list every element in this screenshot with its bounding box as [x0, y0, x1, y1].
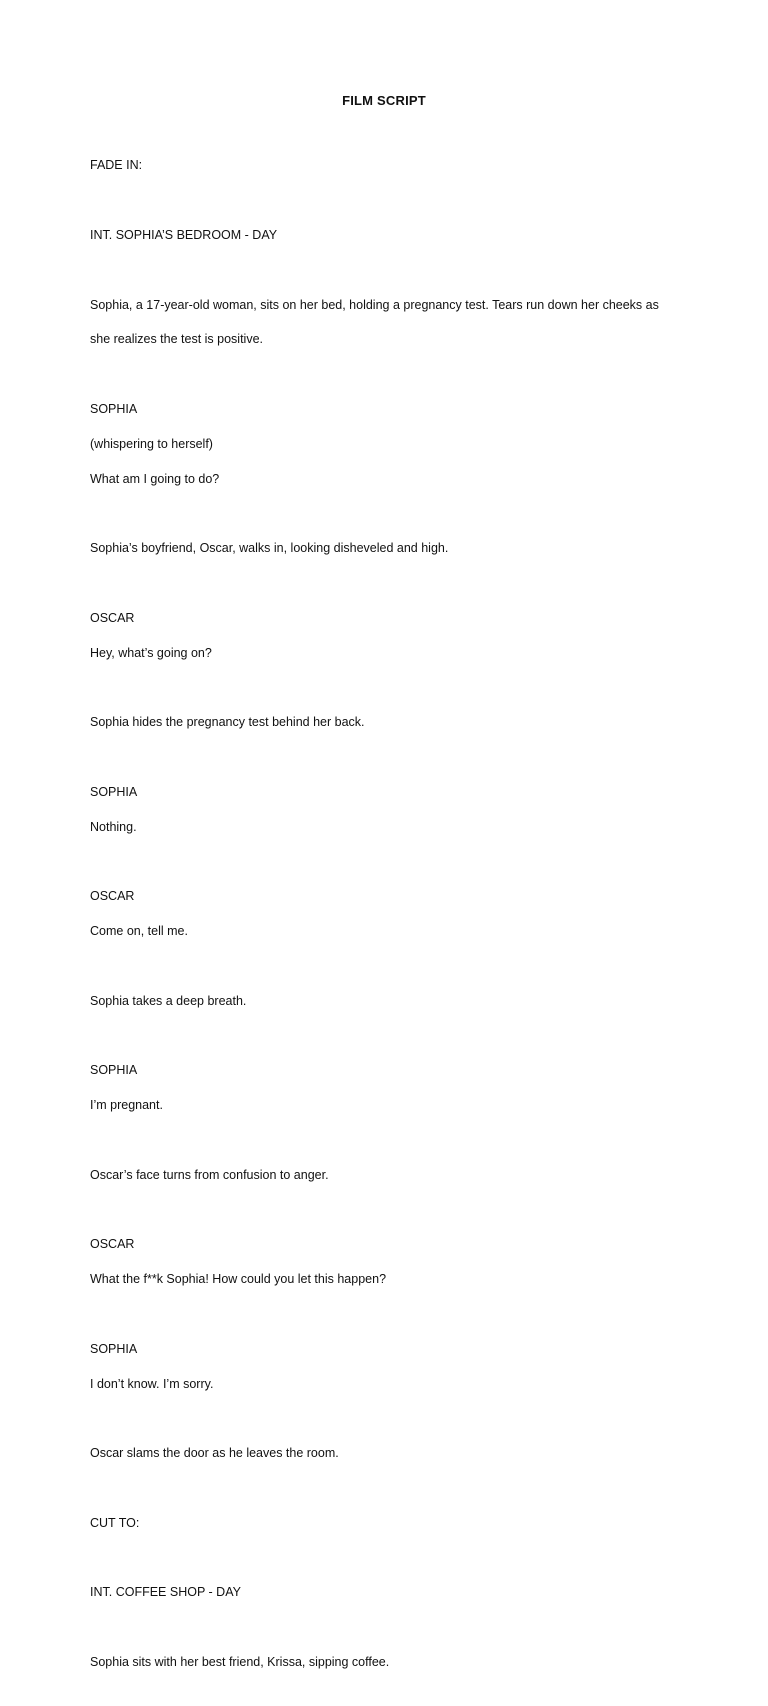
transition-cut-to [90, 1497, 690, 1549]
dialogue-line: I don’t know. I’m sorry. [90, 1376, 214, 1391]
script-body [90, 140, 690, 1706]
dialogue-line: Nothing. [90, 819, 137, 834]
dialogue-line: What the f**k Sophia! How could you let this happen? [90, 1272, 387, 1287]
script-line: Sophia, a 17-year-old woman, sits on her bed, holding a pregnancy test. Tears run down her cheeks as [90, 297, 659, 312]
action-paragraph [90, 975, 690, 1027]
scene-heading-bedroom [90, 210, 690, 262]
dialogue-line: Hey, what’s going on? [90, 645, 212, 660]
dialogue-line: Come on, tell me. [90, 924, 188, 939]
script-line: CUT TO: [90, 1515, 140, 1530]
script-line: Sophia’s boyfriend, Oscar, walks in, looking disheveled and high. [90, 541, 449, 556]
action-paragraph [90, 1428, 690, 1480]
action-paragraph [90, 1149, 690, 1201]
character-name: OSCAR [90, 889, 135, 904]
action-paragraph [90, 697, 690, 749]
script-line: Sophia sits with her best friend, Krissa, sipping coffee. [90, 1655, 390, 1670]
action-paragraph [90, 279, 690, 366]
character-name: SOPHIA [90, 402, 138, 417]
dialogue-block [90, 592, 690, 679]
script-line: FADE IN: [90, 158, 143, 173]
parenthetical: (whispering to herself) [90, 436, 213, 451]
dialogue-block [90, 1219, 690, 1306]
scene-heading-coffee-shop [90, 1567, 690, 1619]
character-name: SOPHIA [90, 1341, 138, 1356]
action-paragraph [90, 1637, 690, 1689]
character-name: OSCAR [90, 610, 135, 625]
script-line: Oscar’s face turns from confusion to anger. [90, 1167, 329, 1182]
transition-fade-in [90, 140, 690, 192]
character-name: SOPHIA [90, 784, 138, 799]
page-title: FILM SCRIPT [342, 93, 426, 108]
character-name: OSCAR [90, 1237, 135, 1252]
dialogue-block [90, 384, 690, 506]
dialogue-block [90, 871, 690, 958]
script-line: Sophia takes a deep breath. [90, 993, 247, 1008]
script-line: Oscar slams the door as he leaves the room. [90, 1446, 339, 1461]
dialogue-block [90, 767, 690, 854]
action-paragraph [90, 523, 690, 575]
script-line: she realizes the test is positive. [90, 332, 263, 347]
script-line: INT. SOPHIA’S BEDROOM - DAY [90, 228, 278, 243]
script-line: Sophia hides the pregnancy test behind her back. [90, 715, 365, 730]
dialogue-line: I’m pregnant. [90, 1098, 163, 1113]
character-name: SOPHIA [90, 1063, 138, 1078]
script-line: INT. COFFEE SHOP - DAY [90, 1585, 241, 1600]
dialogue-line: What am I going to do? [90, 471, 220, 486]
dialogue-block [90, 1045, 690, 1132]
dialogue-block [90, 1323, 690, 1410]
